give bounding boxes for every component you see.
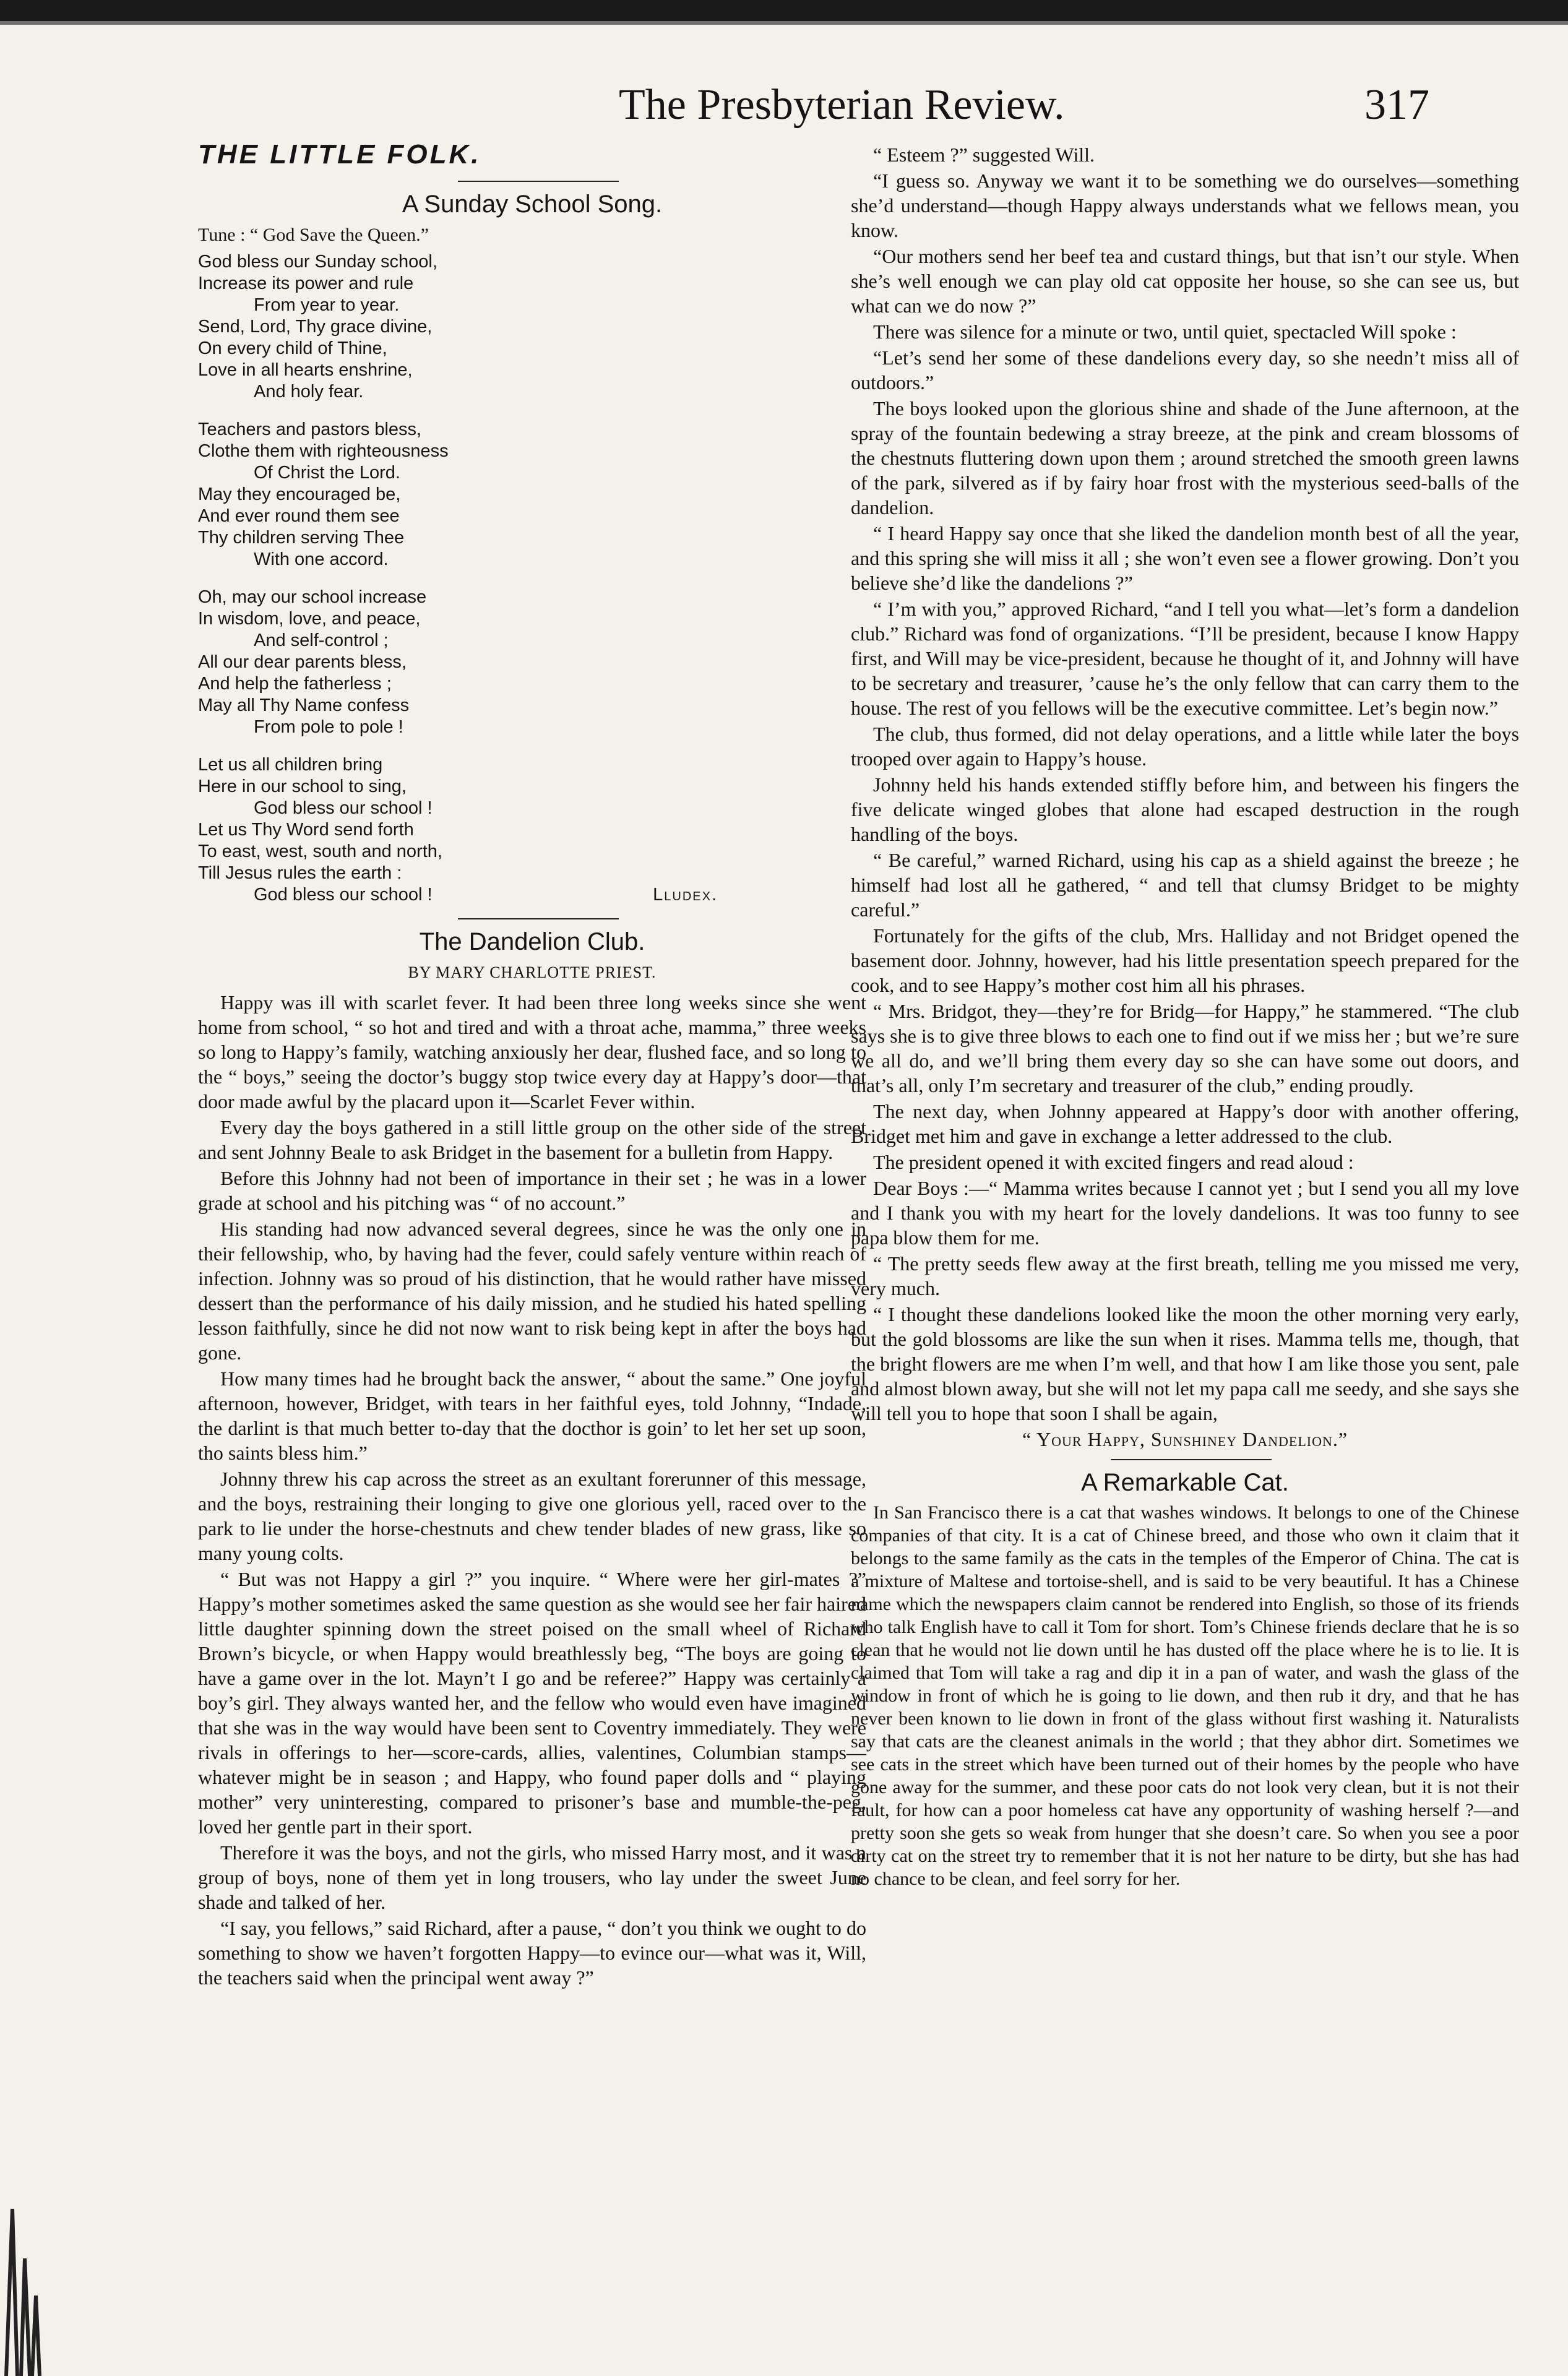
story-byline: BY MARY CHARLOTTE PRIEST. [408, 963, 657, 981]
paragraph: “ Esteem ?” suggested Will. [873, 144, 1095, 166]
song-poem [198, 251, 866, 884]
paragraph: “ I’m with you,” approved Richard, “and I tell you what—let’s form a dandelion club.” Richard was fond of organizations. “I’ll be president, because I know Happy first, and Will may be vice-president, because he thought of it, and Johnny will have to be secretary and treasurer, ’cause he’s the only fellow that can carry them to the house. The rest of you fellows will be the executive committee. Let’s begin now.” [851, 598, 1519, 719]
letter-signature: “ Your Happy, Sunshiney Dandelion.” [1022, 1428, 1348, 1450]
paragraph: How many times had he brought back the answer, “ about the same.” One joyful afternoon, however, Bridget, with tears in her faithful eyes, told Johnny, “Indade, the darlint is that much better to-day that the docthor is goin’ to let her set up soon, tho saints bless him.” [198, 1367, 866, 1464]
section-title: THE LITTLE FOLK. [198, 139, 481, 170]
paragraph: Johnny held his hands extended stiffly before him, and between his fingers the five delicate winged globes that alone had escaped destruction in the rough handling of the boys. [851, 773, 1519, 845]
paragraph: The president opened it with excited fingers and read aloud : [873, 1151, 1354, 1173]
paragraph: “ I heard Happy say once that she liked the dandelion month best of all the year, and this spring she will miss it all ; she won’t even see a flower growing. Don’t you believe she’d like the dandelions ?” [851, 522, 1519, 594]
paragraph: Fortunately for the gifts of the club, Mrs. Halliday and not Bridget opened the basement door. Johnny, however, had his little presentation speech prepared for the cook, and to see Happy’s mother cost him all his phrases. [851, 924, 1519, 996]
song-last-line-row [198, 884, 866, 906]
song-line: Love in all hearts enshrine, [198, 360, 413, 380]
song-line: On every child of Thine, [198, 338, 387, 358]
song-line: In wisdom, love, and peace, [198, 609, 421, 629]
scan-top-border-shadow [0, 21, 1568, 25]
song-line: Till Jesus rules the earth : [198, 863, 402, 883]
story-continued [851, 142, 1519, 1426]
song-line: Oh, may our school increase [198, 587, 427, 607]
song-line: With one accord. [254, 549, 389, 569]
paragraph: In San Francisco there is a cat that washes windows. It belongs to one of the Chinese companies of that city. It is a cat of Chinese breed, and those who own it claim that it belongs to the same family as the cats in the temples of the Emperor of China. The cat is a mixture of Maltese and tortoise-shell, and is said to be very beautiful. It has a Chinese name which the newspapers claim cannot be rendered into English, so those of its friends who talk English have to call it Tom for short. Tom’s Chinese friends declare that he is so clean that he would not lie down until he has dusted off the place where he is to lie. It is claimed that Tom will take a rag and dip it in a pan of water, and wash the glass of the window in front of which he is going to lie down, and then rub it dry, and that he has never been known to lie down in front of the glass without first washing it. Naturalists say that cats are the cleanest animals in the world ; that they abhor dirt. Sometimes we see cats in the street which have been turned out of their homes by the people who have gone away for the summer, and these poor cats do not look very clean, but it is not their fault, for how can a poor homeless cat have any opportunity of washing herself ?—and pretty soon she gets so weak from hunger that she doesn’t care. So when you see a poor dirty cat on the street try to remember that it is not her nature to be dirty, but she has had no chance to be clean, and feel sorry for her. [851, 1502, 1519, 1889]
paragraph: “Let’s send her some of these dandelions every day, so she needn’t miss all of outdoors.” [851, 346, 1519, 394]
song-line: Let us Thy Word send forth [198, 820, 414, 840]
paragraph: The club, thus formed, did not delay operations, and a little while later the boys trooped over again to Happy’s house. [851, 723, 1519, 770]
paragraph: His standing had now advanced several degrees, since he was the only one in their fellowship, who, by having had the fever, could safely venture within reach of infection. Johnny was so proud of his distinction, that he would rather have missed dessert than the performance of his daily mission, and he studied his hated spelling lesson faithfully, since he did not now want to risk being kept in after the boys had gone. [198, 1218, 866, 1364]
paragraph: “ Be careful,” warned Richard, using his cap as a shield against the breeze ; he himself had lost all he gathered, “ and tell that clumsy Bridget to be mighty careful.” [851, 849, 1519, 921]
story-title: The Dandelion Club. [419, 928, 645, 955]
song-title: A Sunday School Song. [402, 191, 663, 218]
song-line: And help the fatherless ; [198, 674, 392, 694]
song-line: And ever round them see [198, 506, 400, 526]
song-stanza [198, 251, 866, 403]
journal-title: The Presbyterian Review. [619, 81, 1065, 129]
cat-story-title: A Remarkable Cat. [1081, 1469, 1289, 1496]
binding-edge-mark [0, 2135, 56, 2376]
song-line: Here in our school to sing, [198, 777, 407, 796]
paragraph: There was silence for a minute or two, until quiet, spectacled Will spoke : [873, 321, 1457, 343]
paragraph: “ The pretty seeds flew away at the first breath, telling me you missed me very, very much. [851, 1252, 1519, 1299]
song-line: May they encouraged be, [198, 484, 401, 504]
paragraph: “ Mrs. Bridgot, they—they’re for Bridg—for Happy,” he stammered. “The club says she is to give three blows to each one to find out if we miss her ; but we’re sure we all do, and we’ll bring them every day so she can have some out doors, and that’s all, only I’m secretary and treasurer of the club,” ending proudly. [851, 1000, 1519, 1096]
song-line: And holy fear. [254, 382, 364, 402]
story-body [198, 990, 866, 1990]
song-line: From pole to pole ! [254, 717, 403, 737]
paragraph: “I guess so. Anyway we want it to be something we do ourselves—something she’d understand—though Happy always understands what we fellows mean, you know. [851, 170, 1519, 241]
song-line: Increase its power and rule [198, 273, 414, 293]
song-line: From year to year. [254, 295, 400, 315]
song-line: Clothe them with righteousness [198, 441, 449, 461]
paragraph: “Our mothers send her beef tea and custard things, but that isn’t our style. When she’s well enough we can play old cat opposite her house, so she can see us, but what can we do now ?” [851, 245, 1519, 317]
paragraph: Therefore it was the boys, and not the girls, who missed Harry most, and it was a group of boys, none of them yet in long trousers, who lay under the sweet June shade and talked of her. [198, 1841, 866, 1913]
paragraph: The boys looked upon the glorious shine and shade of the June afternoon, at the spray of the fountain bedewing a stray breeze, at the pink and cream blossoms of the chestnuts fluttering down upon them ; around stretched the smooth green lawns of the park, silvered as if by fairy hoar frost with the mysterious seed-balls of the dandelion. [851, 397, 1519, 519]
song-line: Thy children serving Thee [198, 528, 405, 548]
song-line: Of Christ the Lord. [254, 463, 400, 483]
left-column [198, 139, 866, 1991]
song-stanza [198, 754, 866, 884]
song-stanza [198, 587, 866, 738]
paragraph: Johnny threw his cap across the street as an exultant forerunner of this message, and the boys, restraining their longing to give one glorious yell, raced over to the park to lie under the horse-chestnuts and chew tender blades of new grass, like so many young colts. [198, 1468, 866, 1564]
song-author: Lludex. [653, 885, 718, 905]
paragraph: Dear Boys :—“ Mamma writes because I cannot yet ; but I send you all my love and I thank you with my heart for the lovely dandelions. It was too funny to see papa blow them for me. [851, 1177, 1519, 1249]
song-line: To east, west, south and north, [198, 842, 442, 861]
song-last-line: God bless our school ! [254, 885, 433, 905]
story-rule [458, 918, 619, 919]
song-line: Teachers and pastors bless, [198, 420, 422, 439]
paragraph: “ But was not Happy a girl ?” you inquire. “ Where were her girl-mates ?” Happy’s mother sometimes asked the same question as she would see her fair haired little daughter spinning down the street poised on the small wheel of Richard Brown’s bicycle, or when Happy would breathlessly beg, “The boys are going to have a game over in the lot. Mayn’t I go and be referee?” Happy was certainly a boy’s girl. They always wanted her, and the fellow who would even have imagined that she was in the way would have been sent to Coventry immediately. They were rivals in offerings to her—score-cards, allies, valentines, Columbian stamps—whatever might be in season ; and Happy, who found paper dolls and “ playing mother” very uninteresting, compared to prisoner’s base and mumble-the-peg, loved her gentle part in their sport. [198, 1568, 866, 1838]
song-tune: Tune : “ God Save the Queen.” [198, 225, 429, 245]
cat-rule [1111, 1459, 1272, 1460]
paragraph: The next day, when Johnny appeared at Happy’s door with another offering, Bridget met him and gave in exchange a letter addressed to the club. [851, 1100, 1519, 1147]
song-line: Let us all children bring [198, 755, 383, 775]
page-header [594, 80, 1460, 136]
page-number: 317 [1364, 81, 1429, 129]
paragraph: Every day the boys gathered in a still little group on the other side of the street and sent Johnny Beale to ask Bridget in the basement for a bulletin from Happy. [198, 1116, 866, 1163]
song-line: All our dear parents bless, [198, 652, 407, 672]
paragraph: “I say, you fellows,” said Richard, after a pause, “ don’t you think we ought to do something to show we haven’t forgotten Happy—to evince our—what was it, Will, the teachers said when the principal went away ?” [198, 1917, 866, 1989]
paragraph: Happy was ill with scarlet fever. It had been three long weeks since she went home from school, “ so hot and tired and with a throat ache, mamma,” three weeks so long to Happy’s family, watching anxiously her dear, flushed face, and so long to the “ boys,” seeing the doctor’s buggy stop twice every day at Happy’s door—that door made awful by the placard upon it—Scarlet Fever within. [198, 991, 866, 1113]
song-line: And self-control ; [254, 631, 389, 650]
right-column [851, 142, 1519, 1892]
paragraph: “ I thought these dandelions looked like the moon the other morning very early, but the gold blossoms are like the sun when it rises. Mamma tells me, though, that the bright flowers are me when I’m well, and that how I am like those you sent, pale and almost blown away, but she will not let my papa call me seedy, and she says she will tell you to hope that soon I shall be again, [851, 1303, 1519, 1424]
song-stanza [198, 419, 866, 570]
cat-story-body [851, 1501, 1519, 1890]
song-line: God bless our school ! [254, 798, 433, 818]
scan-top-border [0, 0, 1568, 21]
paragraph: Before this Johnny had not been of importance in their set ; he was in a lower grade at school and his pitching was “ of no account.” [198, 1167, 866, 1214]
song-line: God bless our Sunday school, [198, 252, 437, 272]
song-line: May all Thy Name confess [198, 695, 410, 715]
section-rule [458, 181, 619, 182]
song-line: Send, Lord, Thy grace divine, [198, 317, 433, 337]
